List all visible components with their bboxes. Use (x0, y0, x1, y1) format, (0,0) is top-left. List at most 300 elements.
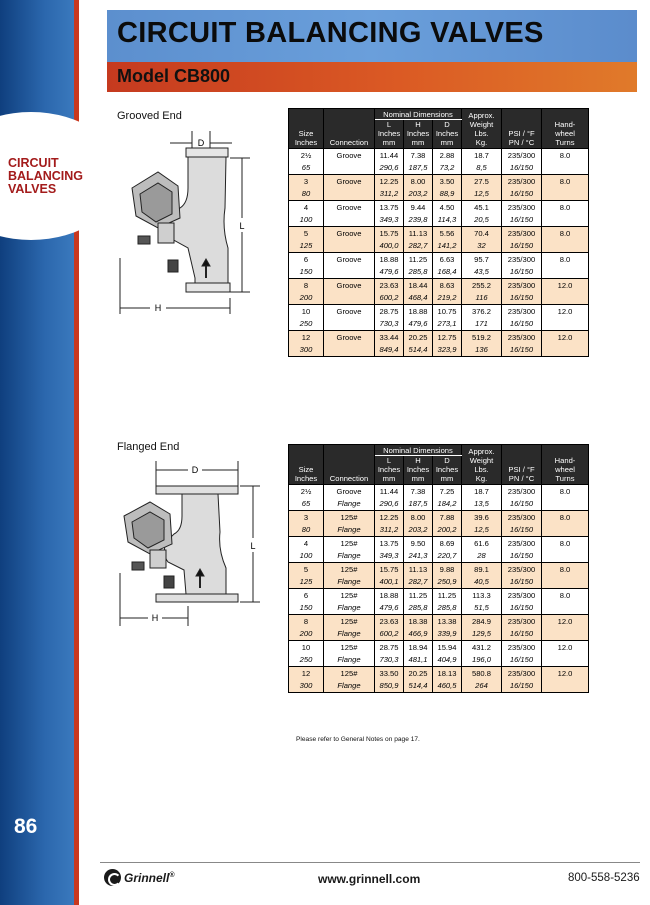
table-row-metric (289, 292, 628, 305)
cell-size-in: 5 (289, 227, 324, 240)
cell-conn2 (324, 292, 375, 305)
cell-psi: 235/300 (502, 485, 542, 498)
test-port (138, 236, 150, 244)
cell-kg: 12,5 (462, 188, 502, 201)
cell-psi: 235/300 (502, 511, 542, 524)
cell-conn: Groove (324, 279, 375, 292)
cell-kg: 116 (462, 292, 502, 305)
cell-d-mm: 200,2 (433, 524, 462, 537)
table-row-metric (289, 628, 628, 641)
cell-turns: 8.0 (542, 227, 589, 240)
table-row (289, 331, 628, 344)
col-header-l (375, 120, 404, 149)
cell-lbs: 431.2 (462, 641, 502, 654)
cell-l-mm: 311,2 (375, 524, 404, 537)
cell-lbs: 113.3 (462, 589, 502, 602)
cell-psi: 235/300 (502, 537, 542, 550)
cell-size-mm: 250 (289, 318, 324, 331)
cell-h-in: 18.44 (404, 279, 433, 292)
cell-d-mm: 88,9 (433, 188, 462, 201)
header-line: mm (411, 474, 425, 483)
sidebar-label-line: CIRCUIT (8, 156, 59, 170)
cell-h-mm: 282,7 (404, 576, 433, 589)
cell-lbs: 61.6 (462, 537, 502, 550)
cell-l-in: 15.75 (375, 563, 404, 576)
cell-size-in: 10 (289, 641, 324, 654)
col-header-handwheel (542, 109, 589, 149)
header-line: L (386, 456, 392, 465)
sidebar-label-line: VALVES (8, 182, 57, 196)
header-line: Approx. (468, 111, 495, 120)
cell-d-in: 5.56 (433, 227, 462, 240)
cell-conn2: Flange (324, 654, 375, 667)
cell-d-mm: 404,9 (433, 654, 462, 667)
cell-d-in: 7.88 (433, 511, 462, 524)
cell-h-mm: 466,9 (404, 628, 433, 641)
cell-d-mm: 219,2 (433, 292, 462, 305)
table-row-metric (289, 240, 628, 253)
cell-size-in: 2½ (289, 485, 324, 498)
cell-pn: 16/150 (502, 162, 542, 175)
cell-h-in: 11.25 (404, 253, 433, 266)
grinnell-logo-mark-icon (104, 869, 121, 886)
cell-d-mm: 460,5 (433, 680, 462, 693)
brand-name: Grinnell® (124, 870, 175, 885)
cell-conn2 (324, 266, 375, 279)
cell-size-mm: 300 (289, 680, 324, 693)
cell-lbs: 580.8 (462, 667, 502, 680)
header-line: Kg. (475, 474, 488, 483)
cell-psi: 235/300 (502, 149, 542, 162)
cell-d-in: 11.25 (433, 589, 462, 602)
cell-turns: 8.0 (542, 201, 589, 214)
cell-d-in: 12.75 (433, 331, 462, 344)
col-header-psi (502, 109, 542, 149)
header-line: mm (411, 138, 425, 147)
header-line: Approx. (468, 447, 495, 456)
header-line: Inches (294, 474, 318, 483)
table-row (289, 641, 628, 654)
table-row (289, 537, 628, 550)
cell-l-mm: 400,1 (375, 576, 404, 589)
header-line: Hand- (554, 456, 576, 465)
cell-conn2: Flange (324, 628, 375, 641)
cell-d-in: 4.50 (433, 201, 462, 214)
header-line: PN / °C (508, 138, 535, 147)
table-row (289, 175, 628, 188)
cell-conn: 125# (324, 589, 375, 602)
cell-l-in: 12.25 (375, 511, 404, 524)
cell-lbs: 18.7 (462, 485, 502, 498)
cell-turns: 12.0 (542, 331, 589, 344)
cell-l-in: 15.75 (375, 227, 404, 240)
col-header-connection: Connection (324, 445, 375, 485)
cell-psi: 235/300 (502, 641, 542, 654)
cell-l-in: 13.75 (375, 201, 404, 214)
cell-l-mm: 730,3 (375, 654, 404, 667)
cell-pn: 16/150 (502, 524, 542, 537)
cell-size-in: 12 (289, 667, 324, 680)
cell-l-mm: 849,4 (375, 344, 404, 357)
header-line: mm (440, 138, 454, 147)
cell-size-in: 4 (289, 201, 324, 214)
cell-size-in: 4 (289, 537, 324, 550)
table-row (289, 149, 628, 162)
bonnet (158, 223, 174, 243)
cell-empty (542, 344, 589, 357)
table-row (289, 563, 628, 576)
cell-pn: 16/150 (502, 318, 542, 331)
cell-conn: Groove (324, 175, 375, 188)
cell-h-in: 8.00 (404, 511, 433, 524)
cell-turns: 12.0 (542, 667, 589, 680)
cell-empty (542, 680, 589, 693)
table-row (289, 305, 628, 318)
cell-size-mm: 125 (289, 576, 324, 589)
cell-l-in: 13.75 (375, 537, 404, 550)
table-row-metric (289, 576, 628, 589)
cell-d-in: 18.13 (433, 667, 462, 680)
cell-kg: 51,5 (462, 602, 502, 615)
table-row (289, 485, 628, 498)
col-header-h (404, 120, 433, 149)
cell-lbs: 519.2 (462, 331, 502, 344)
cell-l-in: 12.25 (375, 175, 404, 188)
header-line: wheel (555, 129, 575, 138)
header-line: Inches (377, 465, 401, 474)
header-line: Size (298, 465, 314, 474)
cell-conn: 125# (324, 511, 375, 524)
cell-pn: 16/150 (502, 550, 542, 563)
cell-size-mm: 150 (289, 266, 324, 279)
cell-h-in: 20.25 (404, 667, 433, 680)
table-row-metric (289, 162, 628, 175)
header-line: PSI / °F (508, 465, 535, 474)
left-sidebar (0, 0, 82, 905)
cell-d-mm: 184,2 (433, 498, 462, 511)
drain-port (168, 260, 178, 272)
cell-h-in: 11.13 (404, 563, 433, 576)
cell-size-mm: 300 (289, 344, 324, 357)
header-line: Weight (469, 456, 494, 465)
cell-lbs: 18.7 (462, 149, 502, 162)
cell-conn2: Flange (324, 524, 375, 537)
table-row-metric (289, 550, 628, 563)
header-line: H (415, 456, 421, 465)
cell-h-in: 18.94 (404, 641, 433, 654)
cell-kg: 20,5 (462, 214, 502, 227)
cell-turns: 12.0 (542, 279, 589, 292)
cell-d-mm: 73,2 (433, 162, 462, 175)
header-line: PSI / °F (508, 129, 535, 138)
header-line: D (444, 456, 450, 465)
cell-turns: 12.0 (542, 615, 589, 628)
cell-kg: 129,5 (462, 628, 502, 641)
header-line: mm (382, 474, 396, 483)
cell-l-in: 33.50 (375, 667, 404, 680)
cell-h-in: 18.38 (404, 615, 433, 628)
header-line: Turns (555, 474, 575, 483)
cell-psi: 235/300 (502, 201, 542, 214)
cell-d-in: 7.25 (433, 485, 462, 498)
cell-size-mm: 65 (289, 162, 324, 175)
header-line: Lbs. (474, 465, 489, 474)
cell-d-mm: 220,7 (433, 550, 462, 563)
cell-d-mm: 114,3 (433, 214, 462, 227)
col-header-size (289, 109, 324, 149)
drain-port (164, 576, 174, 588)
cell-h-mm: 187,5 (404, 498, 433, 511)
table-row-metric (289, 188, 628, 201)
dim-l-label: L (250, 541, 256, 551)
cell-conn2: Flange (324, 550, 375, 563)
cell-turns: 12.0 (542, 641, 589, 654)
cell-turns: 8.0 (542, 563, 589, 576)
header-line: mm (382, 138, 396, 147)
cell-h-mm: 481,1 (404, 654, 433, 667)
cell-turns: 8.0 (542, 589, 589, 602)
col-header-nominal: Nominal Dimensions (375, 109, 462, 120)
cell-d-in: 13.38 (433, 615, 462, 628)
cell-kg: 43,5 (462, 266, 502, 279)
cell-lbs: 27.5 (462, 175, 502, 188)
cell-h-mm: 239,8 (404, 214, 433, 227)
cell-h-mm: 479,6 (404, 318, 433, 331)
cell-psi: 235/300 (502, 279, 542, 292)
cell-conn2: Flange (324, 680, 375, 693)
cell-pn: 16/150 (502, 576, 542, 589)
header-line: Turns (555, 138, 575, 147)
cell-size-in: 6 (289, 253, 324, 266)
cell-l-in: 28.75 (375, 305, 404, 318)
cell-pn: 16/150 (502, 344, 542, 357)
cell-l-mm: 600,2 (375, 292, 404, 305)
cell-size-in: 3 (289, 511, 324, 524)
cell-pn: 16/150 (502, 602, 542, 615)
cell-kg: 136 (462, 344, 502, 357)
cell-conn: Groove (324, 201, 375, 214)
cell-psi: 235/300 (502, 331, 542, 344)
cell-h-mm: 203,2 (404, 524, 433, 537)
cell-empty (542, 550, 589, 563)
table-row-metric (289, 318, 628, 331)
cell-kg: 171 (462, 318, 502, 331)
page-title: CIRCUIT BALANCING VALVES (117, 17, 544, 49)
cell-conn: 125# (324, 667, 375, 680)
dim-d-label: D (197, 138, 205, 148)
cell-l-in: 18.88 (375, 253, 404, 266)
cell-d-mm: 250,9 (433, 576, 462, 589)
cell-turns: 8.0 (542, 511, 589, 524)
cell-d-mm: 323,9 (433, 344, 462, 357)
cell-kg: 32 (462, 240, 502, 253)
cell-h-in: 11.13 (404, 227, 433, 240)
cell-empty (542, 602, 589, 615)
cell-pn: 16/150 (502, 498, 542, 511)
pipe-groove-top (186, 148, 228, 157)
cell-conn2: Flange (324, 576, 375, 589)
cell-lbs: 255.2 (462, 279, 502, 292)
model-title: Model CB800 (117, 66, 231, 86)
table-row-metric (289, 344, 628, 357)
cell-l-mm: 290,6 (375, 162, 404, 175)
cell-conn: Groove (324, 485, 375, 498)
website-link[interactable]: www.grinnell.com (318, 872, 421, 886)
sidebar-label-line: BALANCING (8, 169, 83, 183)
test-port (132, 562, 144, 570)
cell-turns: 8.0 (542, 485, 589, 498)
cell-conn: 125# (324, 563, 375, 576)
cell-l-in: 11.44 (375, 149, 404, 162)
cell-psi: 235/300 (502, 253, 542, 266)
cell-conn2: Flange (324, 498, 375, 511)
cell-empty (542, 266, 589, 279)
cell-conn2 (324, 318, 375, 331)
table-row-metric (289, 498, 628, 511)
cell-conn: 125# (324, 537, 375, 550)
table-row-metric (289, 654, 628, 667)
cell-conn2 (324, 214, 375, 227)
cell-pn: 16/150 (502, 240, 542, 253)
cell-size-mm: 200 (289, 628, 324, 641)
table-row-metric (289, 266, 628, 279)
col-header-nominal: Nominal Dimensions (375, 445, 462, 456)
col-header-handwheel (542, 445, 589, 485)
cell-kg: 13,5 (462, 498, 502, 511)
footer-divider (100, 862, 640, 863)
cell-lbs: 95.7 (462, 253, 502, 266)
cell-size-mm: 80 (289, 524, 324, 537)
cell-empty (542, 576, 589, 589)
header-line: Size (298, 129, 314, 138)
cell-h-in: 11.25 (404, 589, 433, 602)
cell-d-in: 10.75 (433, 305, 462, 318)
grooved-end-label: Grooved End (117, 110, 182, 122)
cell-conn: Groove (324, 331, 375, 344)
cell-conn2 (324, 162, 375, 175)
cell-conn2 (324, 188, 375, 201)
header-line: Inches (294, 138, 318, 147)
cell-l-in: 28.75 (375, 641, 404, 654)
cell-empty (542, 292, 589, 305)
sidebar-section-label (8, 157, 98, 196)
cell-empty (542, 188, 589, 201)
header-line: Hand- (554, 120, 576, 129)
cell-psi: 235/300 (502, 667, 542, 680)
cell-l-mm: 730,3 (375, 318, 404, 331)
header-line: Inches (377, 129, 401, 138)
cell-conn2 (324, 344, 375, 357)
table-row (289, 589, 628, 602)
cell-kg: 196,0 (462, 654, 502, 667)
cell-l-mm: 400,0 (375, 240, 404, 253)
col-header-connection: Connection (324, 109, 375, 149)
cell-d-in: 2.88 (433, 149, 462, 162)
cell-size-in: 10 (289, 305, 324, 318)
table-row (289, 667, 628, 680)
cell-d-mm: 273,1 (433, 318, 462, 331)
cell-kg: 8,5 (462, 162, 502, 175)
cell-h-mm: 514,4 (404, 680, 433, 693)
cell-empty (542, 498, 589, 511)
cell-size-mm: 80 (289, 188, 324, 201)
col-header-weight (462, 445, 502, 485)
cell-empty (542, 240, 589, 253)
cell-h-in: 7.38 (404, 149, 433, 162)
cell-kg: 12,5 (462, 524, 502, 537)
dim-h-label: H (151, 613, 159, 623)
cell-empty (542, 628, 589, 641)
flange-bottom (156, 594, 238, 602)
cell-size-mm: 65 (289, 498, 324, 511)
cell-psi: 235/300 (502, 589, 542, 602)
cell-turns: 8.0 (542, 175, 589, 188)
cell-size-in: 5 (289, 563, 324, 576)
table-row (289, 201, 628, 214)
header-line: Weight (469, 120, 494, 129)
cell-lbs: 89.1 (462, 563, 502, 576)
cell-d-in: 3.50 (433, 175, 462, 188)
cell-size-in: 6 (289, 589, 324, 602)
cell-lbs: 284.9 (462, 615, 502, 628)
model-band (107, 62, 637, 92)
cell-lbs: 376.2 (462, 305, 502, 318)
cell-l-in: 33.44 (375, 331, 404, 344)
cell-h-in: 20.25 (404, 331, 433, 344)
cell-size-in: 8 (289, 615, 324, 628)
cell-d-mm: 285,8 (433, 602, 462, 615)
cell-d-in: 6.63 (433, 253, 462, 266)
grinnell-logo (104, 869, 175, 886)
header-line: Inches (435, 129, 459, 138)
dim-l-label: L (239, 221, 245, 231)
table-row-metric (289, 214, 628, 227)
cell-d-mm: 141,2 (433, 240, 462, 253)
flanged-valve-diagram (110, 458, 280, 628)
col-header-d (433, 456, 462, 485)
cell-l-mm: 479,6 (375, 266, 404, 279)
cell-l-mm: 850,9 (375, 680, 404, 693)
cell-turns: 8.0 (542, 537, 589, 550)
cell-empty (542, 524, 589, 537)
cell-lbs: 39.6 (462, 511, 502, 524)
cell-h-mm: 241,3 (404, 550, 433, 563)
cell-size-mm: 100 (289, 550, 324, 563)
cell-l-mm: 479,6 (375, 602, 404, 615)
pipe-groove-bottom (186, 283, 230, 292)
cell-d-in: 8.69 (433, 537, 462, 550)
general-notes-reference: Please refer to General Notes on page 17. (296, 736, 420, 743)
cell-conn: Groove (324, 305, 375, 318)
cell-kg: 264 (462, 680, 502, 693)
cell-psi: 235/300 (502, 305, 542, 318)
cell-size-in: 2½ (289, 149, 324, 162)
cell-empty (542, 318, 589, 331)
cell-l-in: 23.63 (375, 279, 404, 292)
cell-size-mm: 125 (289, 240, 324, 253)
page-number: 86 (14, 815, 38, 838)
cell-conn2: Flange (324, 602, 375, 615)
cell-d-in: 9.88 (433, 563, 462, 576)
cell-size-in: 8 (289, 279, 324, 292)
col-header-size (289, 445, 324, 485)
cell-l-mm: 290,6 (375, 498, 404, 511)
cell-h-mm: 468,4 (404, 292, 433, 305)
cell-h-mm: 514,4 (404, 344, 433, 357)
table-row-metric (289, 602, 628, 615)
cell-l-in: 23.63 (375, 615, 404, 628)
cell-l-mm: 349,3 (375, 214, 404, 227)
